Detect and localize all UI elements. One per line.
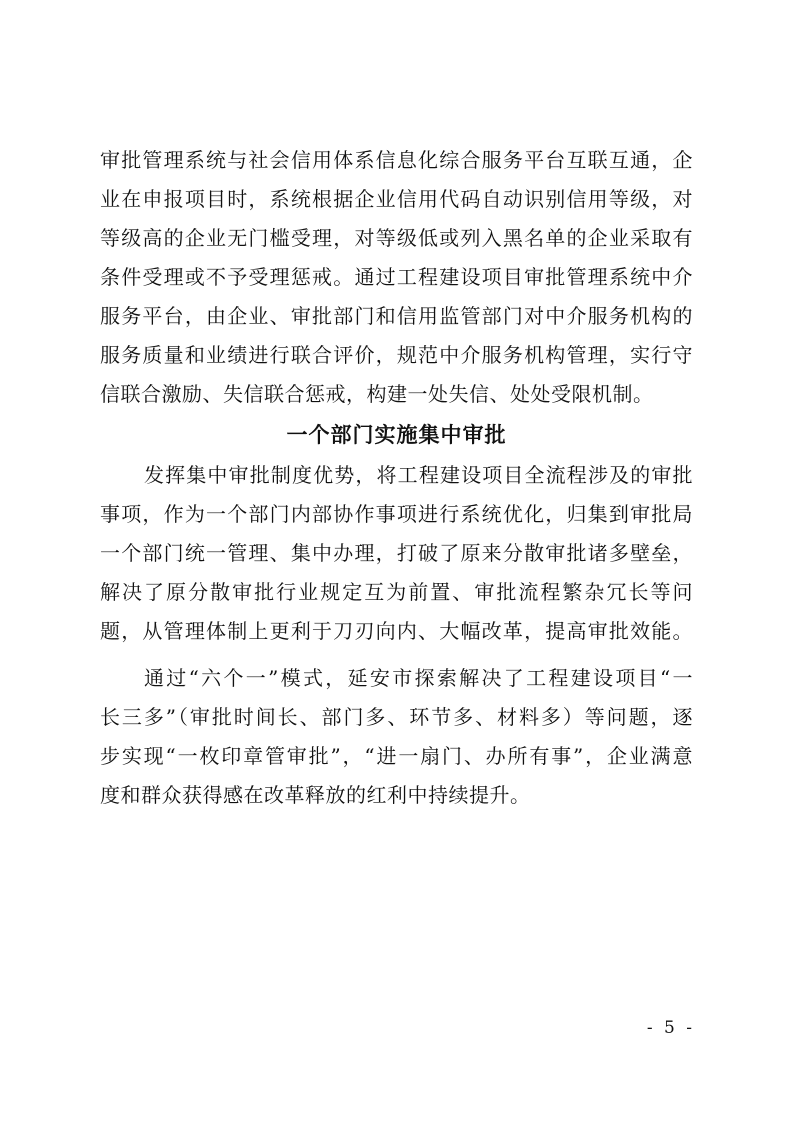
text-line: 发挥集中审批制度优势，将工程建设项目全流程涉及的审批: [144, 463, 693, 487]
text-line: 通过“六个一”模式，延安市探索解决了工程建设项目“一: [144, 666, 693, 690]
page-number: - 5 -: [646, 1018, 695, 1038]
paragraph-centralized-approval: [100, 456, 693, 651]
text-line: 解决了原分散审批行业规定互为前置、审批流程繁杂冗长等问: [100, 580, 693, 604]
text-line: 审批管理系统与社会信用体系信息化综合服务平台互联互通，企: [100, 148, 693, 172]
text-line: 题，从管理体制上更利于刀刃向内、大幅改革，提高审批效能。: [100, 619, 693, 643]
text-line: 步实现“一枚印章管审批”，“进一扇门、办所有事”，企业满意: [100, 744, 693, 768]
text-line: 事项，作为一个部门内部协作事项进行系统优化，归集到审批局: [100, 502, 693, 526]
paragraph-six-ones-model: [100, 659, 693, 815]
text-line: 等级高的企业无门槛受理，对等级低或列入黑名单的企业采取有: [100, 226, 693, 250]
section-heading: 一个部门实施集中审批: [286, 423, 507, 447]
text-line: 度和群众获得感在改革释放的红利中持续提升。: [100, 783, 531, 807]
text-line: 服务平台，由企业、审批部门和信用监管部门对中介服务机构的: [100, 304, 693, 328]
text-line: 服务质量和业绩进行联合评价，规范中介服务机构管理，实行守: [100, 343, 693, 367]
text-line: 条件受理或不予受理惩戒。通过工程建设项目审批管理系统中介: [100, 265, 693, 289]
text-line: 业在申报项目时，系统根据企业信用代码自动识别信用等级，对: [100, 187, 693, 211]
document-body: [100, 141, 693, 815]
paragraph-credit-system: [100, 141, 693, 414]
text-line: 一个部门统一管理、集中办理，打破了原来分散审批诸多壁垒，: [100, 541, 693, 565]
text-line: 长三多”（审批时间长、部门多、环节多、材料多）等问题，逐: [100, 705, 693, 729]
text-line: 信联合激励、失信联合惩戒，构建一处失信、处处受限机制。: [100, 382, 654, 406]
